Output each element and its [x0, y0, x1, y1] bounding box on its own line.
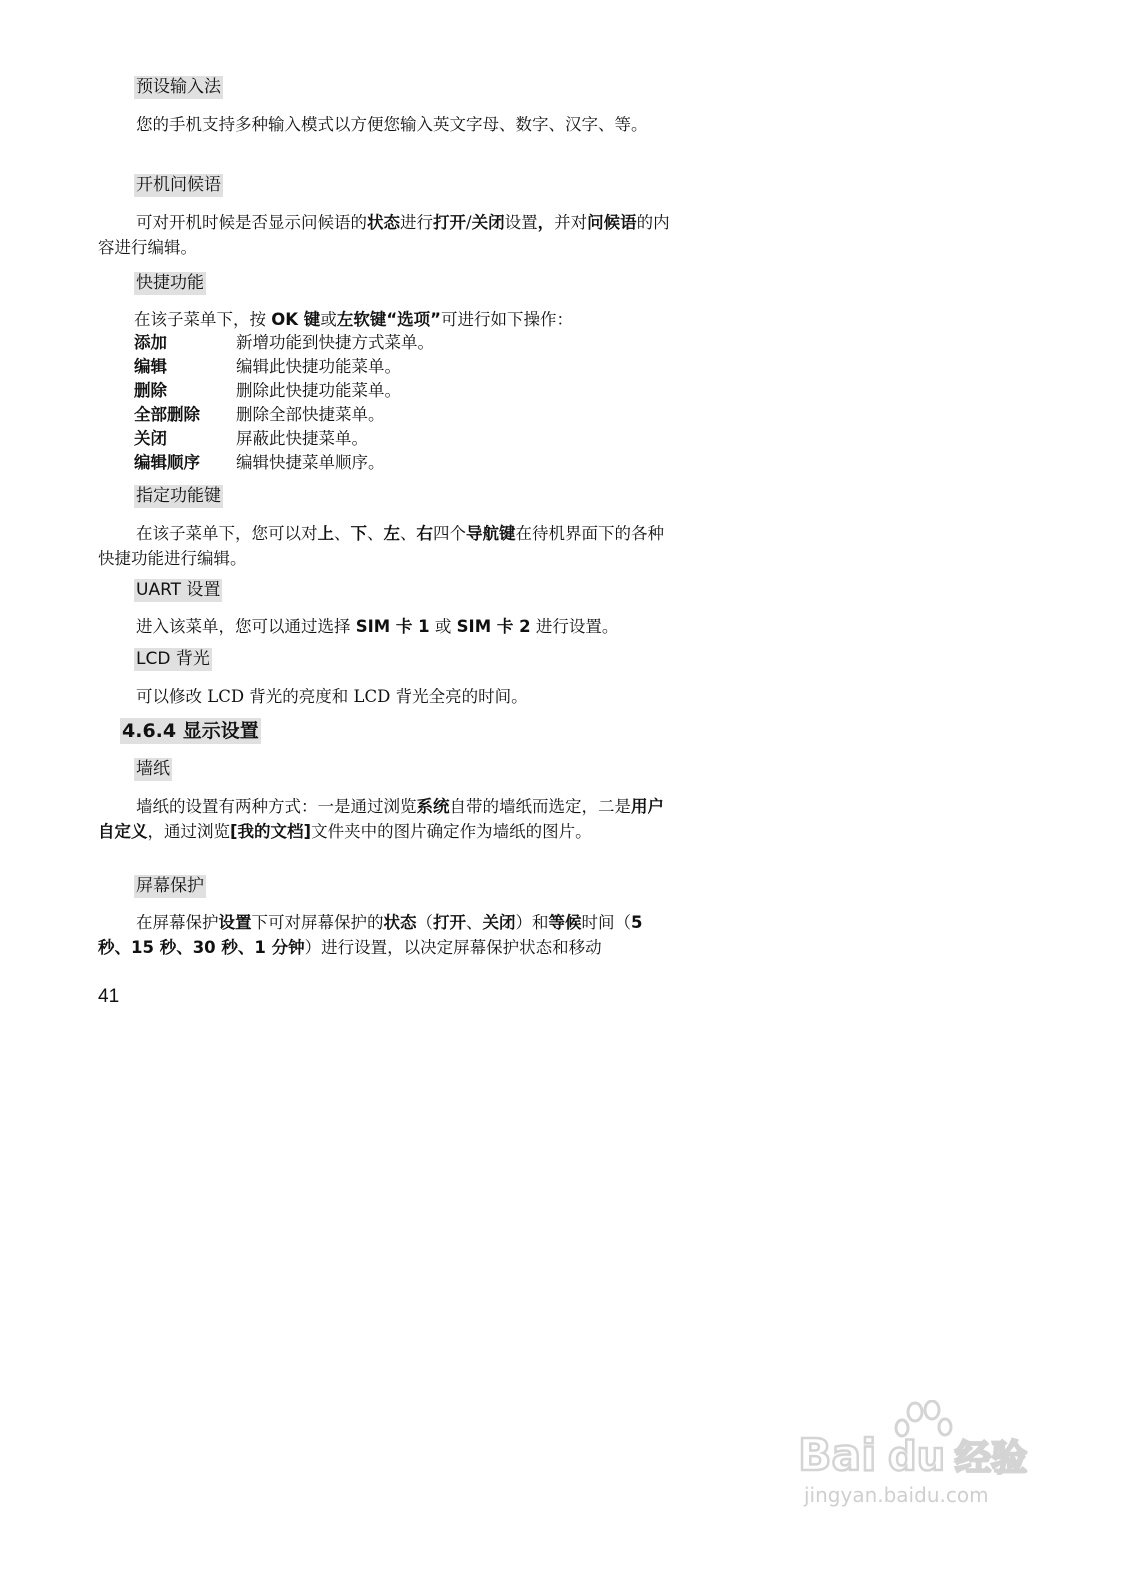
heading-greeting: 开机问候语: [136, 175, 221, 195]
item-term: 编辑: [134, 357, 167, 376]
item-term: 删除: [134, 381, 167, 400]
item-desc: 编辑此快捷功能菜单。: [236, 357, 401, 376]
item-desc: 新增功能到快捷方式菜单。: [236, 333, 434, 352]
heading-function-keys: 指定功能键: [136, 486, 221, 506]
heading-shortcuts: 快捷功能: [136, 273, 204, 293]
baidu-watermark-logo: [790, 1400, 1060, 1510]
shortcut-item: [134, 331, 434, 354]
item-desc: 删除全部快捷菜单。: [236, 405, 385, 424]
section-heading: 4.6.4 显示设置: [122, 720, 259, 742]
svg-text:经验: 经验: [955, 1438, 1028, 1479]
shortcut-item: [134, 427, 368, 450]
para-uart: 进入该菜单，您可以通过选择 SIM 卡 1 或 SIM 卡 2 进行设置。: [136, 617, 619, 636]
heading-uart: UART 设置: [136, 580, 221, 600]
item-desc: 编辑快捷菜单顺序。: [236, 453, 385, 472]
heading-wallpaper: 墙纸: [136, 759, 170, 779]
para-greeting: 可对开机时候是否显示问候语的状态进行打开/关闭设置，并对问候语的内容进行编辑。: [98, 213, 670, 257]
page-number: 41: [98, 986, 120, 1007]
shortcut-item: [134, 379, 401, 402]
item-term: 关闭: [134, 429, 167, 448]
heading-screensaver: 屏幕保护: [136, 876, 204, 896]
svg-text:jingyan.baidu.com: jingyan.baidu.com: [804, 1483, 989, 1507]
shortcut-item: [134, 403, 385, 426]
item-desc: 删除此快捷功能菜单。: [236, 381, 401, 400]
svg-text:Bai: Bai: [798, 1430, 877, 1481]
item-term: 添加: [134, 333, 167, 352]
heading-default-input: 预设输入法: [136, 77, 221, 97]
para-lcd: 可以修改 LCD 背光的亮度和 LCD 背光全亮的时间。: [136, 687, 528, 706]
item-desc: 屏蔽此快捷菜单。: [236, 429, 368, 448]
para-screensaver: 在屏幕保护设置下可对屏幕保护的状态（打开、关闭）和等候时间（5 秒、15 秒、30 秒、1 分钟）进行设置，以决定屏幕保护状态和移动: [98, 913, 643, 957]
svg-text:du: du: [888, 1434, 946, 1480]
para-function-keys: 在该子菜单下，您可以对上、下、左、右四个导航键在待机界面下的各种快捷功能进行编辑。: [98, 524, 664, 568]
item-term: 全部删除: [134, 405, 200, 424]
para-wallpaper: 墙纸的设置有两种方式：一是通过浏览系统自带的墙纸而选定，二是用户自定义，通过浏览[我的文档]文件夹中的图片确定作为墙纸的图片。: [98, 797, 664, 841]
item-term: 编辑顺序: [134, 453, 200, 472]
shortcuts-intro: 在该子菜单下，按 OK 键或左软键“选项”可进行如下操作：: [134, 310, 574, 329]
para-default-input: 您的手机支持多种输入模式以方便您输入英文字母、数字、汉字、等。: [136, 115, 648, 134]
shortcut-item: [134, 451, 385, 474]
shortcut-item: [134, 355, 401, 378]
heading-lcd: LCD 背光: [136, 649, 210, 669]
